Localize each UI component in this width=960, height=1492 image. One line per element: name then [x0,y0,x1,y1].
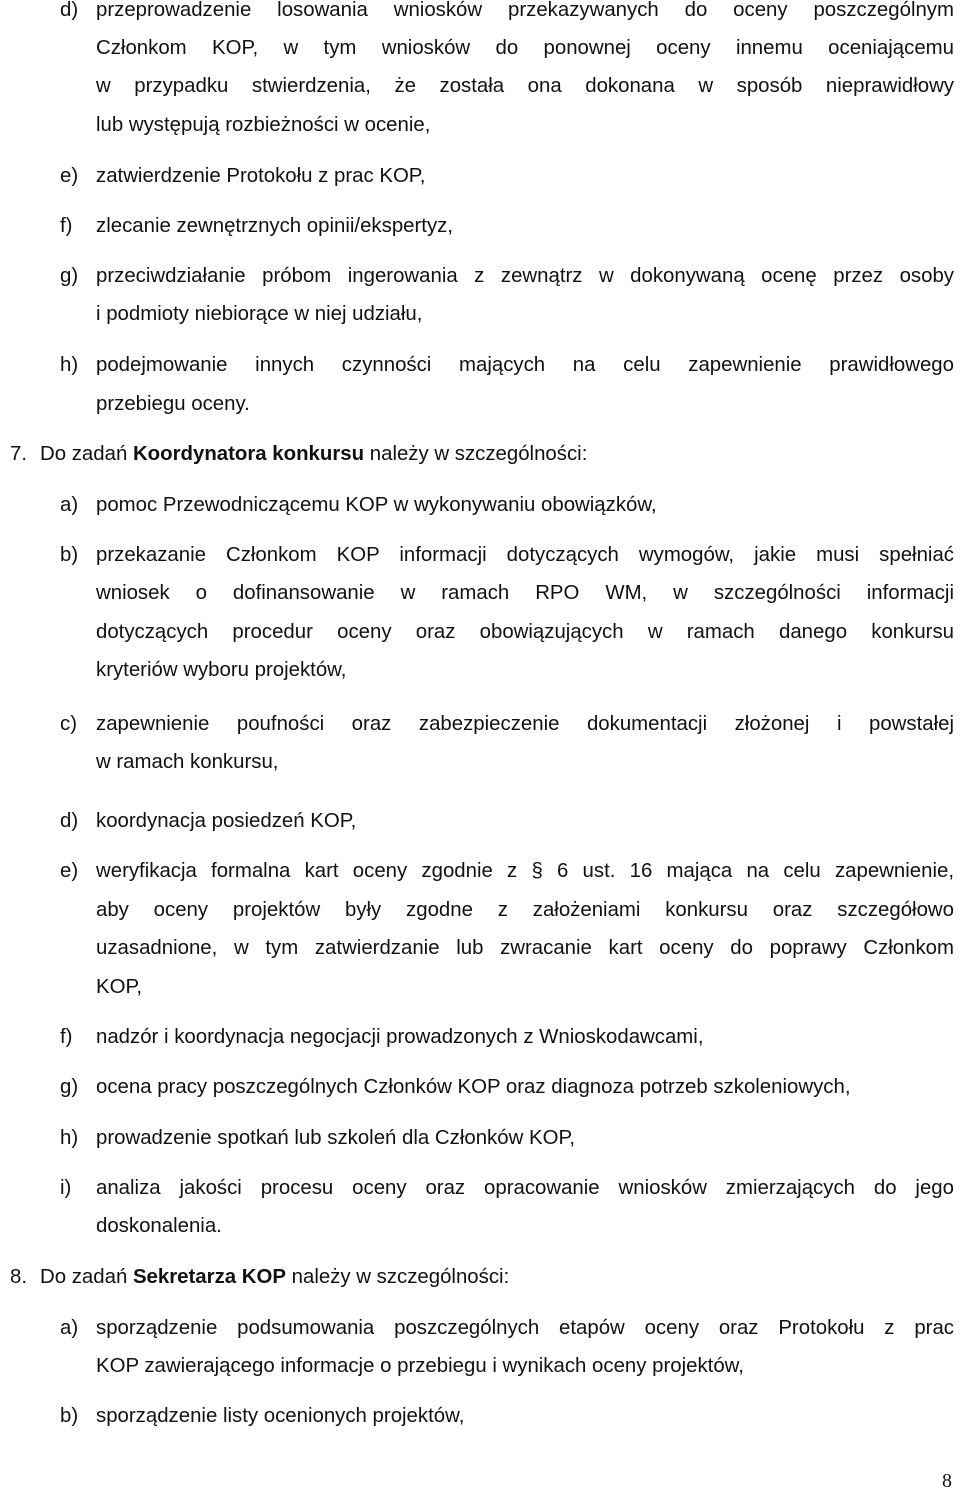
item-label: e) [60,860,79,882]
intro-text: Do zadań [40,1266,133,1288]
item-text-line: zlecanie zewnętrznych opinii/ekspertyz, [96,215,454,237]
item-text-line: przebiegu oceny. [96,393,250,415]
item-label: b) [60,544,79,566]
item-text-line: kryteriów wyboru projektów, [96,659,347,681]
item-label: e) [60,165,79,187]
item-label: f) [60,215,73,237]
item-label: h) [60,1127,79,1149]
item-label: i) [60,1177,72,1199]
item-label: g) [60,1076,79,1098]
section-number: 8. [10,1266,28,1288]
item-text-line: sporządzenie podsumowania poszczególnych etapów oceny oraz Protokołu z prac [96,1317,954,1339]
item-label: d) [60,0,79,21]
item-text-line: i podmioty niebiorące w niej udziału, [96,303,423,325]
item-text-line: prowadzenie spotkań lub szkoleń dla Członków KOP, [96,1127,576,1149]
item-label: d) [60,810,79,832]
item-text-line: przekazanie Członkom KOP informacji dotyczących wymogów, jakie musi spełniać [96,544,954,566]
item-text-line: pomoc Przewodniczącemu KOP w wykonywaniu obowiązków, [96,494,657,516]
item-label: b) [60,1405,79,1427]
item-text-line: analiza jakości procesu oceny oraz opracowanie wniosków zmierzających do jego [96,1177,954,1199]
item-text-line: w ramach konkursu, [96,751,279,773]
item-label: f) [60,1026,73,1048]
item-text-line: aby oceny projektów były zgodne z założeniami konkursu oraz szczegółowo [96,899,954,921]
role-name: Sekretarza KOP [132,1266,286,1288]
item-text-line: zatwierdzenie Protokołu z prac KOP, [96,165,426,187]
section-intro [40,442,587,466]
intro-text: należy w szczególności: [285,1266,510,1288]
item-label: a) [60,494,79,516]
item-text-line: koordynacja posiedzeń KOP, [96,810,357,832]
item-text-line: weryfikacja formalna kart oceny zgodnie z § 6 ust. 16 mająca na celu zapewnienie, [96,860,954,882]
intro-text: należy w szczególności: [364,443,588,465]
page-number: 8 [942,1470,952,1492]
item-text-line: przeciwdziałanie próbom ingerowania z zewnątrz w dokonywaną ocenę przez osoby [96,265,954,287]
item-text-line: lub występują rozbieżności w ocenie, [96,114,431,136]
item-text-line: zapewnienie poufności oraz zabezpieczenie dokumentacji złożonej i powstałej [96,713,954,735]
item-text-line: KOP, [96,976,143,998]
item-label: c) [60,713,77,735]
item-text-line: sporządzenie listy ocenionych projektów, [96,1405,465,1427]
item-text-line: KOP zawierającego informacje o przebiegu i wynikach oceny projektów, [96,1355,744,1377]
role-name: Koordynatora konkursu [132,443,365,465]
intro-text: Do zadań [40,443,133,465]
item-text-line: nadzór i koordynacja negocjacji prowadzonych z Wnioskodawcami, [96,1026,704,1048]
section-intro [40,1265,509,1289]
section-number: 7. [10,443,28,465]
item-label: g) [60,265,79,287]
item-text-line: wniosek o dofinansowanie w ramach RPO WM, w szczególności informacji [96,582,954,604]
item-text-line: w przypadku stwierdzenia, że została ona dokonana w sposób nieprawidłowy [96,75,954,97]
item-text-line: doskonalenia. [96,1215,222,1237]
item-text-line: podejmowanie innych czynności mających na celu zapewnienie prawidłowego [96,354,954,376]
item-text-line: Członkom KOP, w tym wniosków do ponownej oceny innemu oceniającemu [96,37,954,59]
item-text-line: dotyczących procedur oceny oraz obowiązujących w ramach danego konkursu [96,621,954,643]
item-label: h) [60,354,79,376]
item-text-line: ocena pracy poszczególnych Członków KOP oraz diagnoza potrzeb szkoleniowych, [96,1076,851,1098]
item-label: a) [60,1317,79,1339]
item-text-line: przeprowadzenie losowania wniosków przekazywanych do oceny poszczególnym [96,0,954,21]
item-text-line: uzasadnione, w tym zatwierdzanie lub zwracanie kart oceny do poprawy Członkom [96,937,954,959]
